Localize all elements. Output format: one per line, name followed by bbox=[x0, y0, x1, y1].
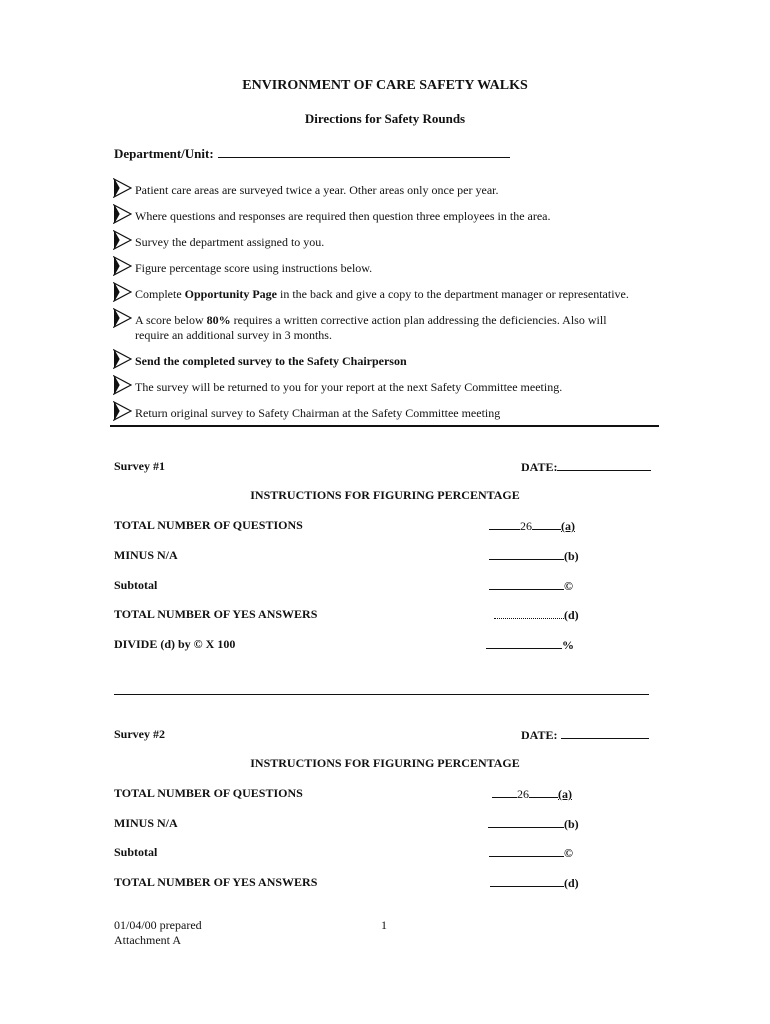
document-title: ENVIRONMENT OF CARE SAFETY WALKS bbox=[242, 78, 528, 93]
section-divider bbox=[110, 425, 659, 427]
survey1-row-label: TOTAL NUMBER OF YES ANSWERS bbox=[114, 607, 318, 621]
bullet-item-1 bbox=[113, 183, 498, 198]
answer-suffix: © bbox=[564, 579, 573, 593]
survey1-row-label: DIVIDE (d) by © X 100 bbox=[114, 637, 236, 651]
bullet-text-part: in the back and give a copy to the department manager or representative. bbox=[277, 287, 629, 301]
survey1-row-label: TOTAL NUMBER OF QUESTIONS bbox=[114, 518, 303, 532]
bullet-item-4 bbox=[113, 261, 372, 276]
survey2-row-label: Subtotal bbox=[114, 845, 158, 859]
answer-value[interactable]: 26 bbox=[517, 787, 529, 801]
survey1-date-field bbox=[521, 459, 651, 475]
arrow-bullet-icon bbox=[113, 183, 135, 198]
answer-blank-left bbox=[489, 518, 520, 530]
answer-suffix: % bbox=[562, 638, 574, 652]
footer-prepared: 01/04/00 prepared bbox=[114, 918, 202, 932]
answer-blank[interactable] bbox=[488, 816, 564, 828]
bullet-text: Where questions and responses are required then question three employees in the area. bbox=[135, 209, 551, 223]
answer-suffix: (d) bbox=[564, 608, 579, 622]
department-field bbox=[114, 145, 510, 162]
answer-blank[interactable] bbox=[489, 578, 564, 590]
survey1-row-label: Subtotal bbox=[114, 578, 158, 592]
survey-divider bbox=[114, 694, 649, 695]
answer-suffix: (b) bbox=[564, 549, 579, 563]
opportunity-page-emphasis: Opportunity Page bbox=[184, 287, 278, 301]
answer-blank[interactable] bbox=[489, 548, 564, 560]
bullet-text-part: Complete bbox=[135, 287, 185, 301]
bullet-text: Patient care areas are surveyed twice a year. Other areas only once per year. bbox=[135, 183, 499, 197]
bullet-text-part: A score below bbox=[135, 313, 207, 327]
bullet-text: The survey will be returned to you for your report at the next Safety Committee meeting. bbox=[135, 380, 563, 394]
answer-blank-right bbox=[529, 786, 558, 798]
bullet-item-8 bbox=[113, 380, 562, 395]
survey2-row-answer bbox=[488, 816, 579, 832]
bullet-text bbox=[135, 313, 607, 343]
survey2-row-answer bbox=[489, 845, 573, 861]
survey1-row-answer bbox=[489, 578, 573, 594]
arrow-bullet-icon bbox=[113, 287, 135, 302]
arrow-bullet-icon bbox=[113, 235, 135, 250]
survey2-row-label: TOTAL NUMBER OF YES ANSWERS bbox=[114, 875, 318, 889]
bullet-text: Survey the department assigned to you. bbox=[135, 235, 325, 249]
score-threshold-emphasis: 80% bbox=[206, 313, 231, 327]
arrow-bullet-icon bbox=[113, 380, 135, 395]
answer-suffix: (a) bbox=[561, 519, 575, 533]
arrow-bullet-icon bbox=[113, 209, 135, 224]
answer-blank[interactable] bbox=[486, 637, 562, 649]
bullet-item-5 bbox=[113, 287, 629, 302]
survey2-date-field bbox=[521, 727, 649, 743]
bullet-text-line2: require an additional survey in 3 months. bbox=[135, 328, 332, 342]
survey2-date-label: DATE: bbox=[521, 728, 558, 742]
survey1-row-answer bbox=[486, 637, 574, 653]
bullet-text: Return original survey to Safety Chairman at the Safety Committee meeting bbox=[135, 406, 501, 420]
survey2-label: Survey #2 bbox=[114, 727, 165, 741]
answer-blank[interactable] bbox=[494, 607, 564, 619]
survey2-date-blank[interactable] bbox=[561, 727, 649, 739]
survey1-row-answer bbox=[489, 548, 579, 564]
survey1-date-label: DATE: bbox=[521, 460, 558, 474]
department-blank[interactable] bbox=[218, 145, 510, 158]
survey2-instructions: INSTRUCTIONS FOR FIGURING PERCENTAGE bbox=[250, 756, 520, 770]
bullet-item-3 bbox=[113, 235, 324, 250]
survey1-row-label: MINUS N/A bbox=[114, 548, 178, 562]
answer-blank[interactable] bbox=[489, 845, 564, 857]
bullet-text-part: requires a written corrective action plan addressing the deficiencies. Also will bbox=[230, 313, 607, 327]
bullet-item-2 bbox=[113, 209, 551, 224]
survey2-row-label: MINUS N/A bbox=[114, 816, 178, 830]
arrow-bullet-icon bbox=[113, 261, 135, 276]
bullet-text bbox=[135, 287, 629, 302]
page-number: 1 bbox=[381, 918, 387, 932]
arrow-bullet-icon bbox=[113, 313, 135, 328]
document-subtitle: Directions for Safety Rounds bbox=[304, 111, 466, 126]
survey1-row-answer bbox=[494, 607, 579, 623]
answer-suffix: (d) bbox=[564, 876, 579, 890]
bullet-item-7 bbox=[113, 354, 407, 369]
bullet-text: Send the completed survey to the Safety Chairperson bbox=[135, 354, 407, 368]
answer-value[interactable]: 26 bbox=[520, 519, 532, 533]
survey1-row-answer bbox=[489, 518, 575, 534]
survey2-row-answer bbox=[490, 875, 579, 891]
answer-suffix: (b) bbox=[564, 817, 579, 831]
answer-suffix: (a) bbox=[558, 787, 572, 801]
bullet-item-9 bbox=[113, 406, 500, 421]
bullet-text: Figure percentage score using instructions below. bbox=[135, 261, 373, 275]
arrow-bullet-icon bbox=[113, 406, 135, 421]
answer-blank-right bbox=[532, 518, 561, 530]
survey1-date-blank[interactable] bbox=[557, 459, 651, 471]
department-label: Department/Unit: bbox=[114, 146, 214, 161]
survey1-label: Survey #1 bbox=[114, 459, 165, 473]
arrow-bullet-icon bbox=[113, 354, 135, 369]
survey2-row-label: TOTAL NUMBER OF QUESTIONS bbox=[114, 786, 303, 800]
answer-blank-left bbox=[492, 786, 517, 798]
answer-suffix: © bbox=[564, 846, 573, 860]
survey2-row-answer bbox=[492, 786, 572, 802]
bullet-item-6 bbox=[113, 313, 607, 343]
answer-blank[interactable] bbox=[490, 875, 564, 887]
survey1-instructions: INSTRUCTIONS FOR FIGURING PERCENTAGE bbox=[250, 488, 520, 502]
footer-attachment: Attachment A bbox=[114, 933, 181, 947]
